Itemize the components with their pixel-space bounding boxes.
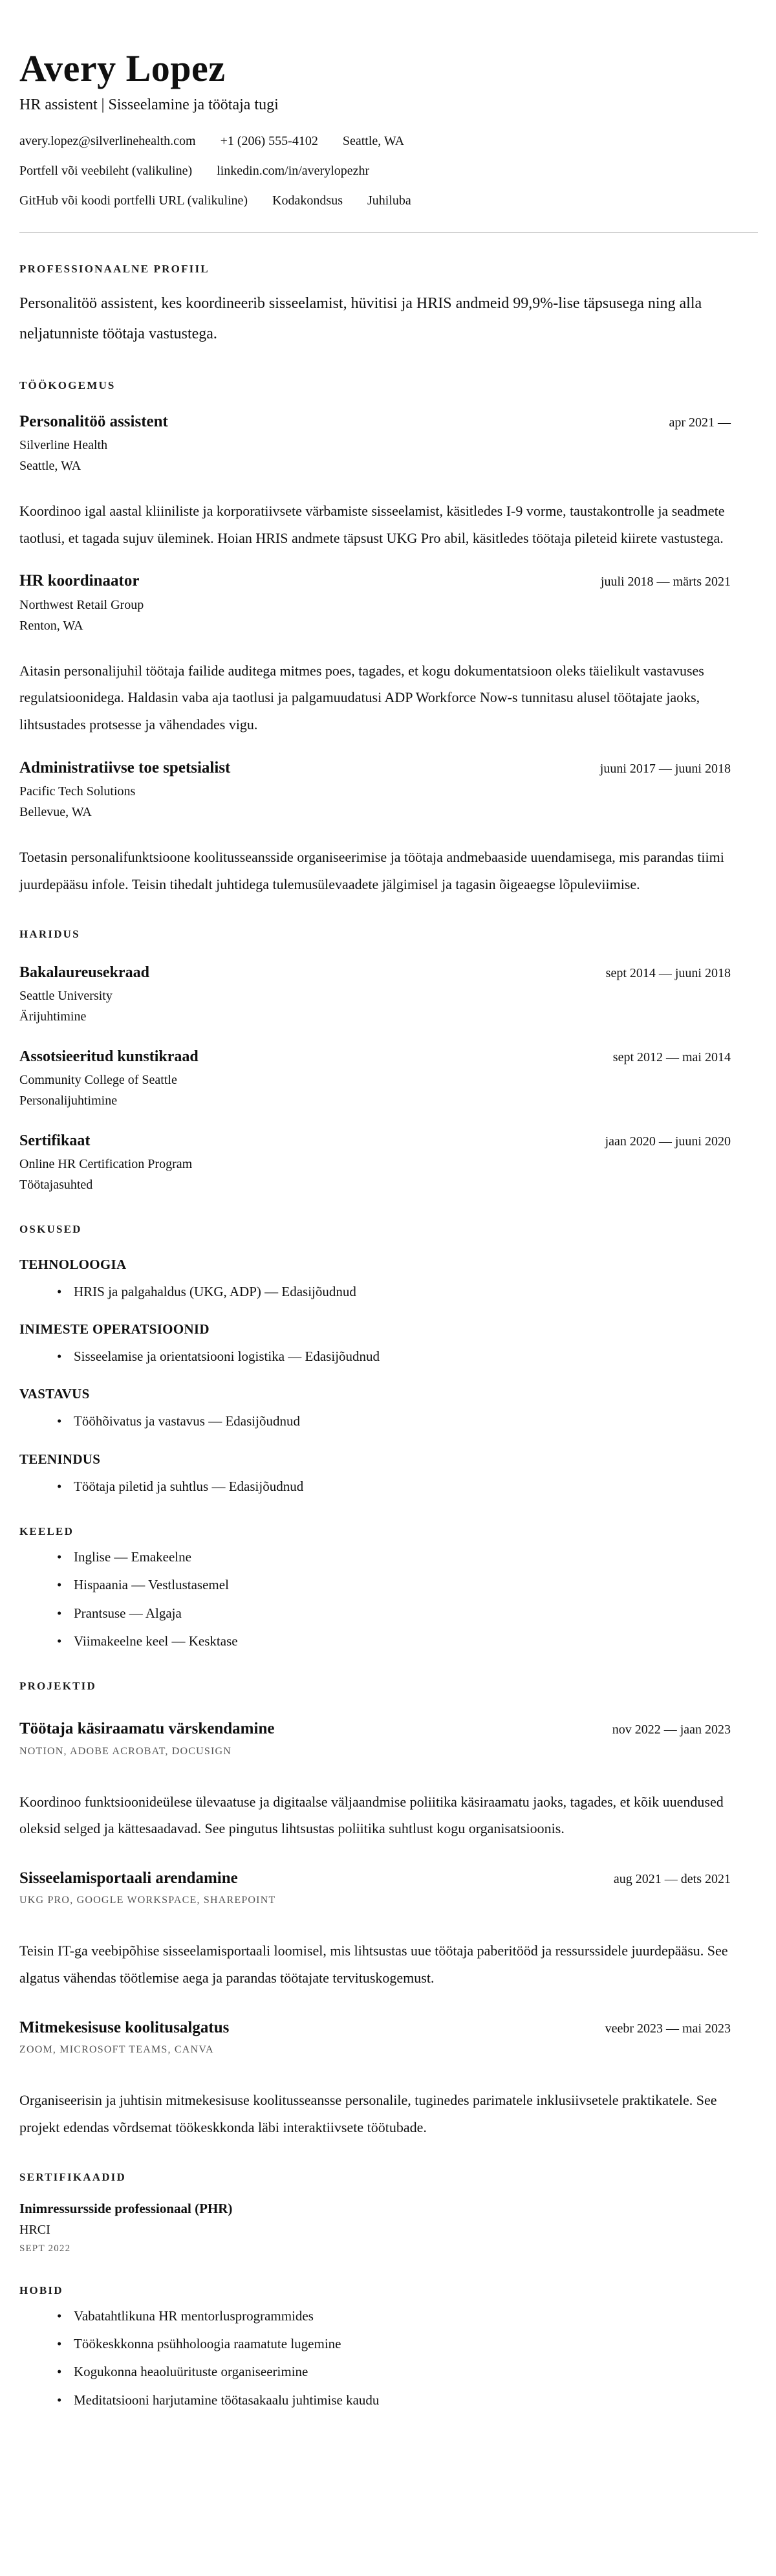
resume-header — [19, 48, 731, 233]
job-description: Aitasin personalijuhil töötaja failide auditega mitmes poes, tagades, et kogu dokumentatsioon oleks täielikult vastavuses regulatsioonidega. Haldasin vaba aja taotlusi ja palgamuudatusi ADP Workforce Now-s tunnitasu alusel töötajate jaoks, lihtsustades protsesse ja vähendades vigu. — [19, 662, 704, 733]
section-title-education: HARIDUS — [19, 927, 80, 940]
contact-location: Seattle, WA — [342, 133, 405, 148]
contact-info — [19, 132, 731, 210]
section-education — [19, 928, 731, 1193]
section-projects — [19, 1680, 731, 2141]
contact-website: Portfell või veebileht (valikuline) — [19, 163, 193, 178]
hobby-item: • Vabatahtlikuna HR mentorlusprogrammides — [56, 2307, 731, 2325]
section-languages — [19, 1525, 731, 1650]
contact-linkedin: linkedin.com/in/averylopezhr — [217, 163, 370, 178]
language-item: • Inglise — Emakeelne — [56, 1548, 731, 1566]
job-company: Pacific Tech Solutions — [19, 784, 136, 799]
project-dates: aug 2021 — dets 2021 — [613, 1872, 731, 1887]
skill-item: • Sisseelamise ja orientatsiooni logistika — Edasijõudnud — [56, 1348, 731, 1365]
project-header — [19, 2018, 731, 2038]
project-description: Koordinoo funktsioonideülese ülevaatuse ja digitaalse väljaandmise poliitika käsiraamatu jaoks, tagades, et kõik uuendused oleksid selged ja kättesaadavad. See pingutus lihtsustas poliitika suhtlust kogu organisatsioonis. — [19, 1793, 724, 1837]
job-entry — [19, 758, 731, 898]
project-dates: nov 2022 — jaan 2023 — [612, 1723, 731, 1737]
hobby-list — [19, 2307, 731, 2409]
degree-title: Sertifikaat — [19, 1132, 91, 1149]
contact-row — [19, 132, 731, 151]
job-description: Koordinoo igal aastal kliiniliste ja korporatiivsete värbamiste sisseelamist, käsitledes I-9 vorme, taustakontrolle ja seadmete taotlusi, et tagada sujuv üleminek. Hoian HRIS andmete täpsust UKG Pro abil, käsitledes töötaja pileteid kiirete vastustega. — [19, 502, 725, 546]
project-description: Teisin IT-ga veebipõhise sisseelamisportaali loomisel, mis lihtsustas uue töötaja paberitööd ja ressurssidele juurdepääsu. See algatus vähendas töötlemise aega ja parandas töötajate tervituskogemust. — [19, 1943, 728, 1987]
project-tools: UKG PRO, GOOGLE WORKSPACE, SHAREPOINT — [19, 1895, 276, 1906]
language-item: • Viimakeelne keel — Kesktase — [56, 1633, 731, 1650]
education-entry — [19, 1047, 731, 1109]
section-title-skills: OSKUSED — [19, 1222, 82, 1235]
job-company: Northwest Retail Group — [19, 597, 144, 612]
contact-github: GitHub või koodi portfelli URL (valikuline) — [19, 193, 248, 208]
field-of-study: Personalijuhtimine — [19, 1093, 118, 1108]
contact-email: avery.lopez@silverlinehealth.com — [19, 133, 196, 148]
skill-category: VASTAVUS — [19, 1386, 90, 1402]
project-title: Sisseelamisportaali arendamine — [19, 1869, 238, 1888]
job-header — [19, 412, 731, 432]
project-header — [19, 1868, 731, 1888]
degree-title: Assotsieeritud kunstikraad — [19, 1048, 199, 1065]
school-name: Community College of Seattle — [19, 1072, 177, 1087]
hobby-item: • Kogukonna heaoluürituste organiseerimine — [56, 2363, 731, 2381]
language-list — [19, 1548, 731, 1650]
header-divider — [19, 232, 758, 233]
skill-category: TEENINDUS — [19, 1451, 101, 1467]
education-header — [19, 1131, 731, 1150]
candidate-name: Avery Lopez — [19, 47, 226, 89]
certification-name: Inimressursside professionaal (PHR) — [19, 2200, 233, 2216]
job-dates: juuli 2018 — märts 2021 — [600, 575, 731, 589]
education-dates: sept 2014 — juuni 2018 — [605, 965, 731, 980]
school-name: Online HR Certification Program — [19, 1156, 193, 1171]
section-title-profile: PROFESSIONAALNE PROFIIL — [19, 262, 210, 275]
job-dates: apr 2021 — — [669, 415, 731, 430]
job-entry — [19, 571, 731, 738]
project-title: Töötaja käsiraamatu värskendamine — [19, 1720, 275, 1738]
job-location: Seattle, WA — [19, 458, 81, 473]
degree-title: Bakalaureusekraad — [19, 963, 149, 981]
job-title: HR koordinaator — [19, 572, 140, 590]
contact-row — [19, 192, 731, 210]
project-header — [19, 1719, 731, 1739]
section-title-experience: TÖÖKOGEMUS — [19, 379, 116, 391]
job-entry — [19, 412, 731, 552]
job-title: Personalitöö assistent — [19, 412, 168, 430]
project-title: Mitmekesisuse koolitusalgatus — [19, 2018, 230, 2036]
language-item: • Prantsuse — Algaja — [56, 1605, 731, 1622]
certification-entry — [19, 2201, 731, 2254]
hobby-item: • Töökeskkonna psühholoogia raamatute lugemine — [56, 2335, 731, 2353]
section-title-projects: PROJEKTID — [19, 1680, 96, 1693]
education-header — [19, 1047, 731, 1066]
section-hobbies — [19, 2284, 731, 2409]
section-title-hobbies: HOBID — [19, 2284, 63, 2296]
candidate-headline: HR assistent | Sisseelamine ja töötaja tugi — [19, 96, 279, 113]
project-entry — [19, 2018, 731, 2141]
education-header — [19, 963, 731, 982]
project-entry — [19, 1868, 731, 1992]
section-title-languages: KEELED — [19, 1525, 74, 1538]
contact-phone: +1 (206) 555-4102 — [220, 133, 318, 148]
profile-summary: Personalitöö assistent, kes koordineerib sisseelamist, hüvitisi ja HRIS andmeid 99,9%-lise täpsusega ning alla neljatunniste töötaja vastustega. — [19, 294, 702, 342]
job-header — [19, 571, 731, 591]
certification-date: SEPT 2022 — [19, 2243, 71, 2254]
project-tools: NOTION, ADOBE ACROBAT, DOCUSIGN — [19, 1745, 232, 1757]
education-entry — [19, 1131, 731, 1193]
skill-item: • HRIS ja palgahaldus (UKG, ADP) — Edasijõudnud — [56, 1283, 731, 1301]
project-tools: ZOOM, MICROSOFT TEAMS, CANVA — [19, 2044, 214, 2056]
school-name: Seattle University — [19, 988, 113, 1003]
education-dates: sept 2012 — mai 2014 — [612, 1050, 731, 1064]
skill-item: • Töötaja piletid ja suhtlus — Edasijõudnud — [56, 1478, 731, 1495]
section-title-certifications: SERTIFIKAADID — [19, 2170, 126, 2183]
contact-drivers-license: Juhiluba — [367, 193, 411, 208]
skill-category: INIMESTE OPERATSIOONID — [19, 1321, 210, 1338]
job-location: Bellevue, WA — [19, 805, 92, 820]
section-experience — [19, 379, 731, 898]
project-description: Organiseerisin ja juhtisin mitmekesisuse koolitusseansse personalile, tuginedes parimatele inklusiivsetele praktikatele. See projekt edendas võrdsemat töökeskkonda läbi interaktiivsete töötubade. — [19, 2092, 717, 2135]
job-location: Renton, WA — [19, 618, 83, 633]
section-skills — [19, 1223, 731, 1495]
hobby-item: • Meditatsiooni harjutamine töötasakaalu juhtimise kaudu — [56, 2392, 731, 2409]
skill-item: • Tööhõivatus ja vastavus — Edasijõudnud — [56, 1413, 731, 1430]
skill-category: TEHNOLOOGIA — [19, 1256, 127, 1272]
contact-row — [19, 162, 731, 181]
section-profile — [19, 263, 731, 349]
education-entry — [19, 963, 731, 1025]
job-company: Silverline Health — [19, 437, 108, 452]
language-item: • Hispaania — Vestlustasemel — [56, 1576, 731, 1594]
field-of-study: Töötajasuhted — [19, 1177, 93, 1192]
project-dates: veebr 2023 — mai 2023 — [605, 2021, 731, 2036]
job-description: Toetasin personalifunktsioone koolitusseansside organiseerimise ja töötaja andmebaaside uuendamisega, mis parandas tiimi juurdepääsu infole. Teisin tihedalt juhtidega tulemusülevaadete jälgimisel ja tagasin õigeaegse lõpuleviimise. — [19, 849, 724, 893]
education-dates: jaan 2020 — juuni 2020 — [605, 1134, 731, 1149]
project-entry — [19, 1719, 731, 1842]
job-title: Administratiivse toe spetsialist — [19, 759, 231, 777]
section-certifications — [19, 2171, 731, 2254]
job-dates: juuni 2017 — juuni 2018 — [599, 762, 731, 776]
field-of-study: Ärijuhtimine — [19, 1009, 87, 1024]
contact-citizenship: Kodakondsus — [272, 193, 343, 208]
certification-issuer: HRCI — [19, 2222, 50, 2237]
job-header — [19, 758, 731, 778]
